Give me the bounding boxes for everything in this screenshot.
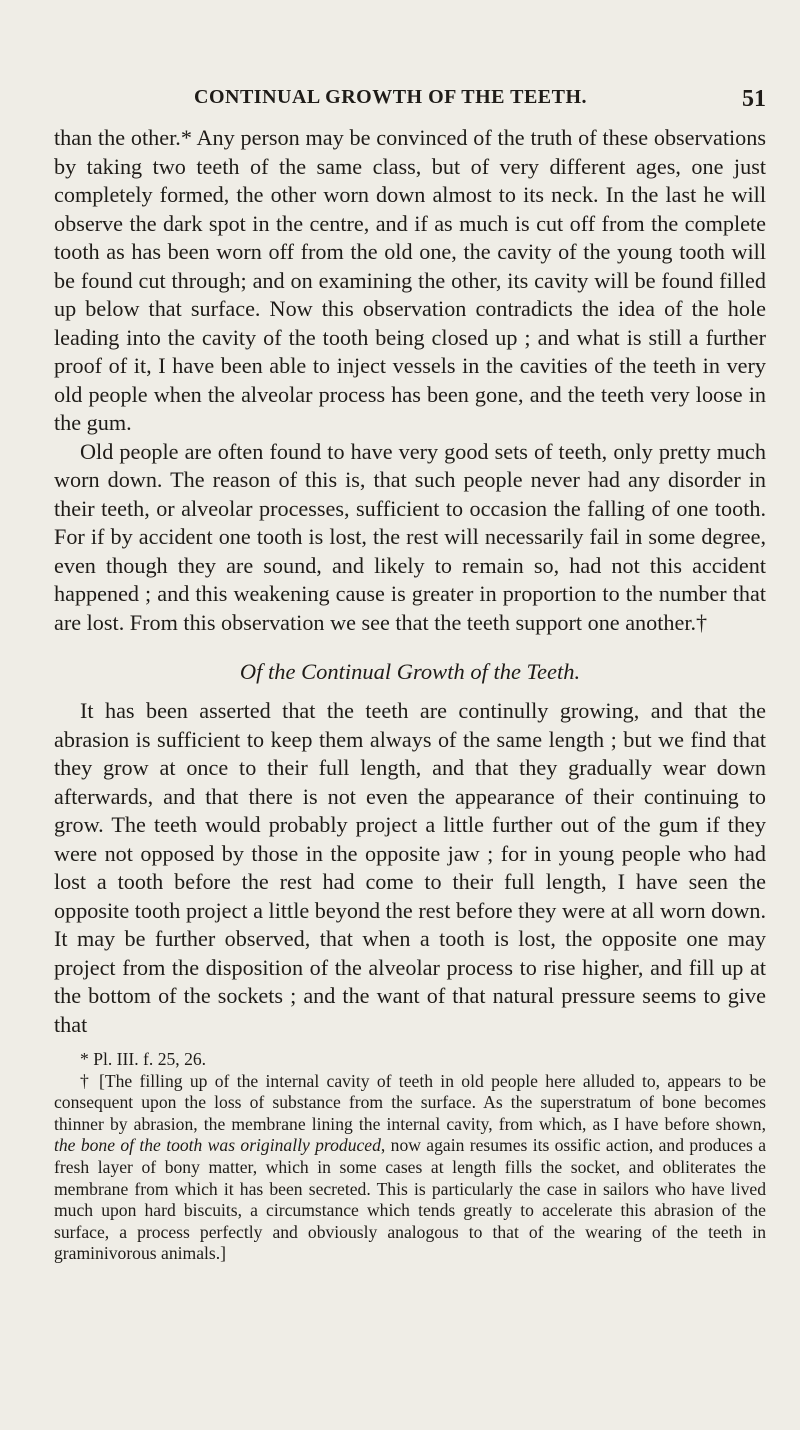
footnotes: [54, 1049, 766, 1265]
footnote-1: * Pl. III. f. 25, 26.: [80, 1049, 207, 1069]
running-head: CONTINUAL GROWTH OF THE TEETH.: [194, 86, 588, 108]
paragraph-2: Old people are often found to have very good sets of teeth, only pretty much worn down. The reason of this is, that such people never had any disorder in their teeth, or alveolar processes, sufficient to occasion the falling of one tooth. For if by accident one tooth is lost, the rest will necessarily fail in some degree, even though they are sound, and likely to remain so, had not this accident happened ; and this weakening cause is greater in proportion to the number that are lost. From this observation we see that the teeth support one another.†: [54, 438, 766, 635]
paragraph-1: than the other.* Any person may be convinced of the truth of these observations by taking two teeth of the same class, but of very different ages, one just completely formed, the other worn down almost to its neck. In the last he will observe the dark spot in the centre, and if as much is cut off from the complete tooth as has been worn off from the old one, the cavity of the young tooth will be found cut through; and on examining the other, its cavity will be found filled up below that surface. Now this observation contradicts the idea of the hole leading into the cavity of the tooth being closed up ; and what is still a further proof of it, I have been able to inject vessels in the cavities of the teeth in very old people when the alveolar process has been gone, and the teeth very loose in the gum.: [54, 125, 766, 435]
page-header: [54, 86, 766, 120]
book-page: [54, 86, 766, 1265]
body-text: [54, 124, 766, 1039]
section-title: Of the Continual Growth of the Teeth.: [239, 659, 581, 684]
paragraph-3: It has been asserted that the teeth are continully growing, and that the abrasion is sufficient to keep them always of the same length ; but we find that they grow at once to their full length, and that they gradually wear down afterwards, and that there is not even the appearance of their continuing to grow. The teeth would probably project a little further out of the gum if they were not opposed by those in the opposite jaw ; for in young people who had lost a tooth before the rest had come to their full length, I have seen the opposite tooth project a little beyond the rest before they were at all worn down. It may be further observed, that when a tooth is lost, the opposite one may project from the disposition of the alveolar process to rise higher, and fill up at the bottom of the sockets ; and the want of that natural pressure seems to give that: [54, 698, 766, 1037]
footnote-2-text-b: , now again resumes its ossific action, and produces a fresh layer of bony matter, which in some cases at length fills the socket, and obliterates the membrane from which it has been secreted. This is particularly the case in sailors who have lived much upon hard biscuits, a circumstance which tends greatly to accelerate this abrasion of the surface, a process perfectly and obviously analogous to that of the wearing of the teeth in graminivorous animals.]: [54, 1135, 766, 1264]
footnote-2-italic: the bone of the tooth was originally produced: [54, 1135, 381, 1156]
footnote-2: [54, 1071, 766, 1265]
page-number: 51: [742, 86, 766, 112]
footnote-2-text-a: † [The filling up of the internal cavity of teeth in old people here alluded to, appears to be consequent upon the loss of substance from the surface. As the superstratum of bone becomes thinner by abrasion, the membrane lining the internal cavity, from which, as I have before shown,: [54, 1070, 766, 1134]
